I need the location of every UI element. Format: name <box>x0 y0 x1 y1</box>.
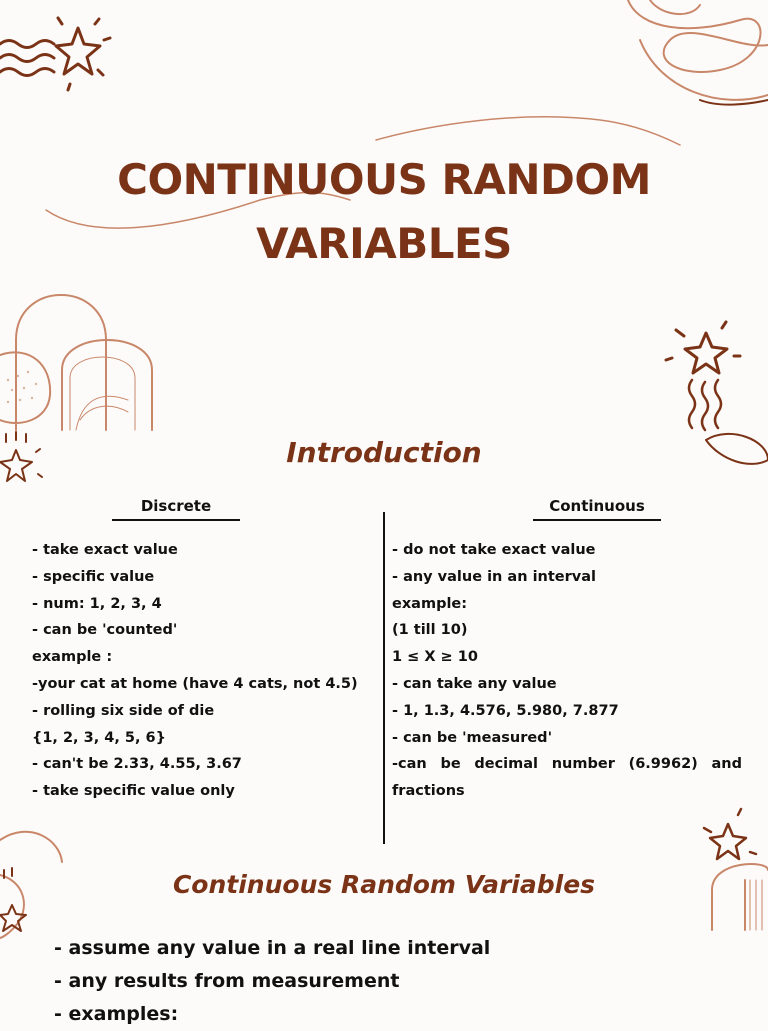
blob-loop-icon <box>628 0 768 100</box>
introduction-heading: Introduction <box>286 436 482 469</box>
star-icon <box>56 18 110 90</box>
list-item: - num: 1, 2, 3, 4 <box>32 595 162 612</box>
list-item: - do not take exact value <box>392 542 596 558</box>
list-item: - can take any value <box>392 675 557 692</box>
column-divider <box>383 512 385 844</box>
continuous-random-variables-list <box>54 932 490 1031</box>
page-title <box>0 148 768 276</box>
discrete-list <box>32 537 377 805</box>
continuous-random-variables-heading: Continuous Random Variables <box>172 870 596 899</box>
wavy-lines-icon <box>689 380 721 430</box>
wavy-lines-icon <box>0 41 54 76</box>
page-title-line2: VARIABLES <box>256 219 512 268</box>
list-item: - any value in an interval <box>392 568 596 585</box>
list-item: - any results from measurement <box>54 970 400 992</box>
star-icon <box>704 809 756 859</box>
continuous-column-header: Continuous <box>533 497 661 521</box>
list-item: - rolling six side of die <box>32 702 215 719</box>
discrete-column-header: Discrete <box>112 497 240 521</box>
list-item: - specific value <box>32 568 155 585</box>
list-item: - can be 'counted' <box>32 622 178 639</box>
list-item: - can't be 2.33, 4.55, 3.67 <box>32 756 242 773</box>
list-item: example : <box>32 649 113 666</box>
list-item: - 1, 1.3, 4.576, 5.980, 7.877 <box>392 702 619 719</box>
list-item: -your cat at home (have 4 cats, not 4.5) <box>32 675 358 692</box>
list-item: -can be decimal number (6.9962) and fractions <box>392 756 742 800</box>
list-item: - take exact value <box>32 542 178 558</box>
list-item: - assume any value in a real line interval <box>54 937 491 959</box>
list-item: - take specific value only <box>32 783 235 800</box>
list-item: {1, 2, 3, 4, 5, 6} <box>32 729 166 746</box>
list-item: - can be 'measured' <box>392 729 553 746</box>
star-icon <box>666 322 740 373</box>
list-item: 1 ≤ X ≥ 10 <box>392 649 478 666</box>
list-item: example: <box>392 595 468 612</box>
continuous-list <box>392 537 742 805</box>
arch-icon <box>0 295 152 430</box>
list-item: - examples: <box>54 1003 179 1025</box>
page-title-line1: CONTINUOUS RANDOM <box>117 155 651 204</box>
list-item: (1 till 10) <box>392 622 468 639</box>
